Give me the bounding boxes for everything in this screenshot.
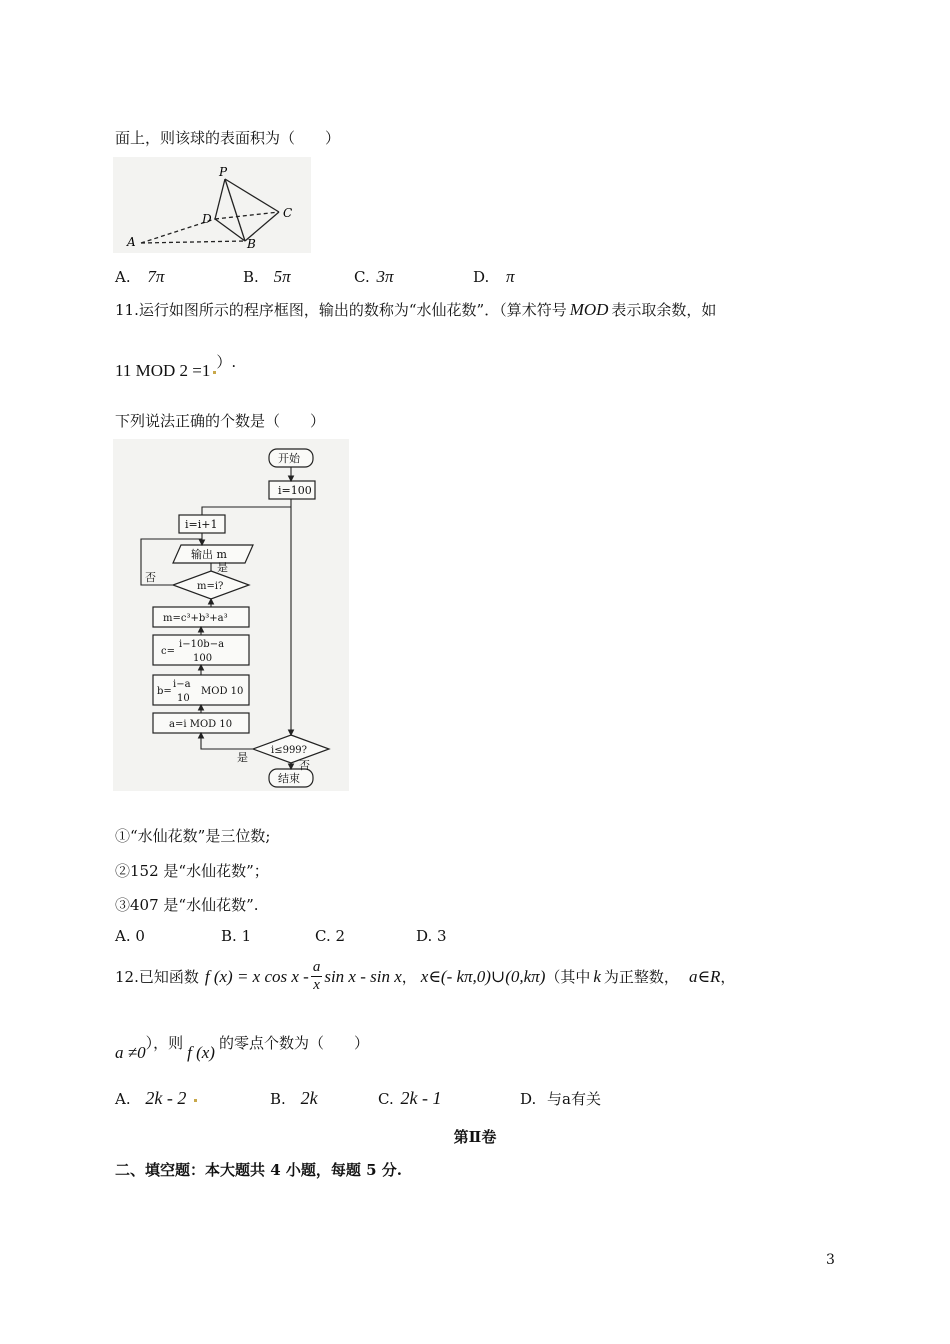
q12-option-b: B. 2k [270, 1088, 318, 1108]
q11-option-b: B. 1 [221, 927, 252, 945]
q11-statement-2: ②152 是“水仙花数”； [115, 862, 269, 880]
q10-option-d: D. π [473, 267, 515, 286]
fc-c-left: c= [161, 646, 175, 657]
label-d: D [202, 212, 212, 226]
fc-end: 结束 [278, 772, 300, 785]
section-title: 第Ⅱ卷 [453, 1128, 497, 1146]
fc-yes1: 是 [217, 561, 228, 574]
q11-statement-1: ①“水仙花数”是三位数; [115, 827, 271, 845]
q11-option-d: D. 3 [416, 927, 447, 945]
label-c: C [283, 206, 293, 220]
q12-fraction: $\frac{a}{x}$ [312, 959, 321, 993]
fc-b-num: i−a [173, 679, 191, 690]
q11-prompt: 下列说法正确的个数是（ ） [115, 412, 326, 430]
fc-incr: i=i+1 [185, 518, 218, 531]
fc-a-calc: a=i MOD 10 [169, 719, 233, 730]
fc-check: m=i? [197, 581, 224, 592]
fc-yes2: 是 [237, 751, 248, 764]
q11-statement-3: ③407 是“水仙花数”. [115, 896, 259, 914]
q10-text: 面上，则该球的表面积为（ ） [115, 129, 341, 147]
q12-line2: a ≠0），则 f (x) 的零点个数为（ ） [115, 1034, 369, 1062]
q11-example: 11 MOD 2 =1 ）. [115, 353, 237, 380]
q11-option-c: C. 2 [315, 927, 346, 945]
fc-start: 开始 [278, 452, 300, 465]
fc-b-left: b= [157, 686, 172, 697]
label-p: P [219, 165, 228, 179]
fc-b-den: 10 [177, 693, 190, 704]
q12-line1: 12.已知函数 f (x) = x cos x - $\frac{a}{x}$ sin x - sin x ， x∈(- kπ,0)∪(0,kπ) （其中 k 为正整数， a∈R ， [115, 959, 736, 993]
q12-option-a: A. 2k - 2 [115, 1088, 197, 1109]
fc-no2: 否 [299, 759, 310, 772]
fc-c-den: 100 [193, 653, 213, 664]
q10-option-c: C. 3π [354, 267, 394, 286]
q10-option-a: A. 7π [115, 267, 165, 286]
page-number: 3 [826, 1252, 835, 1268]
pyramid-figure [113, 157, 311, 253]
label-b: B [247, 237, 256, 251]
q11-option-a: A. 0 [115, 927, 145, 945]
q12-option-d: D. 与a有关 [520, 1090, 601, 1108]
q11-line1: 11.运行如图所示的程序框图，输出的数称为“水仙花数”．（算术符号 MOD 表示取余数，如 [115, 300, 717, 319]
fc-b-mod: MOD 10 [201, 686, 244, 697]
section-heading: 二、填空题：本大题共 4 小题，每题 5 分. [115, 1161, 402, 1179]
fc-loop: i≤999? [271, 745, 308, 756]
label-a: A [127, 235, 136, 249]
fc-init: i=100 [278, 484, 312, 497]
fc-c-num: i−10b−a [179, 639, 225, 650]
fc-output: 输出 m [191, 548, 227, 561]
fc-m-calc: m=c³+b³+a³ [163, 613, 228, 624]
fc-no1: 否 [145, 571, 156, 584]
q10-option-b: B. 5π [243, 267, 291, 286]
flowchart-figure [113, 439, 349, 791]
q12-option-c: C. 2k - 1 [378, 1088, 442, 1108]
